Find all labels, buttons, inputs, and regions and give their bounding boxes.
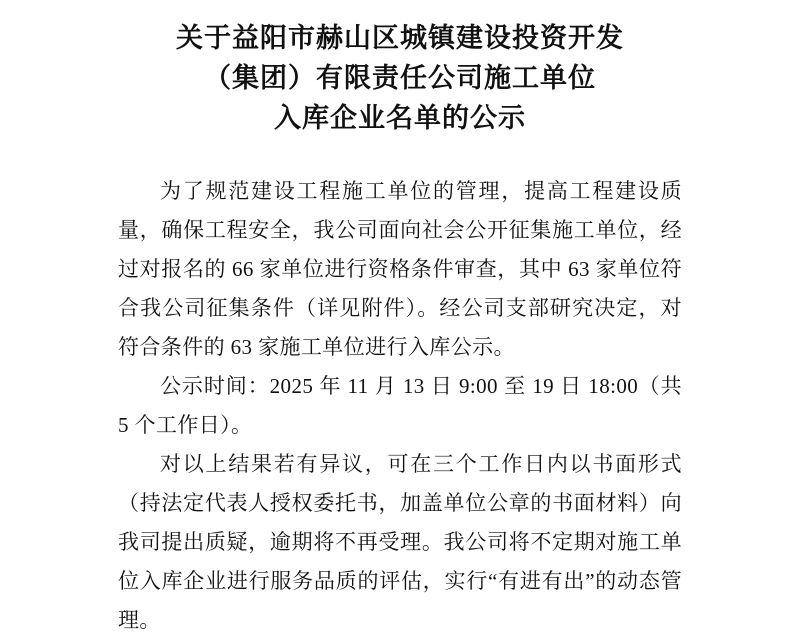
paragraph-3: 对以上结果若有异议，可在三个工作日内以书面形式（持法定代表人授权委托书，加盖单位公章的书面材料）向我司提出质疑，逾期将不再受理。我公司将不定期对施工单位入库企业进行服务品质的评估，实行“有进有出”的动态管理。 — [118, 452, 682, 632]
page-title-line-3: 入库企业名单的公示 — [274, 103, 526, 133]
page-title — [118, 18, 682, 138]
page-title-line-1: 关于益阳市赫山区城镇建设投资开发 — [176, 23, 624, 53]
document-body — [118, 172, 682, 640]
page-title-line-2: （集团）有限责任公司施工单位 — [204, 63, 596, 93]
paragraph-1: 为了规范建设工程施工单位的管理，提高工程建设质量，确保工程安全，我公司面向社会公开征集施工单位，经过对报名的 66 家单位进行资格条件审查，其中 63 家单位符合我公司征集条件（详见附件）。经公司支部研究决定，对符合条件的 63 家施工单位进行入库公示。 — [118, 179, 682, 359]
paragraph-2: 公示时间：2025 年 11 月 13 日 9:00 至 19 日 18:00（共 5 个工作日）。 — [118, 374, 682, 437]
